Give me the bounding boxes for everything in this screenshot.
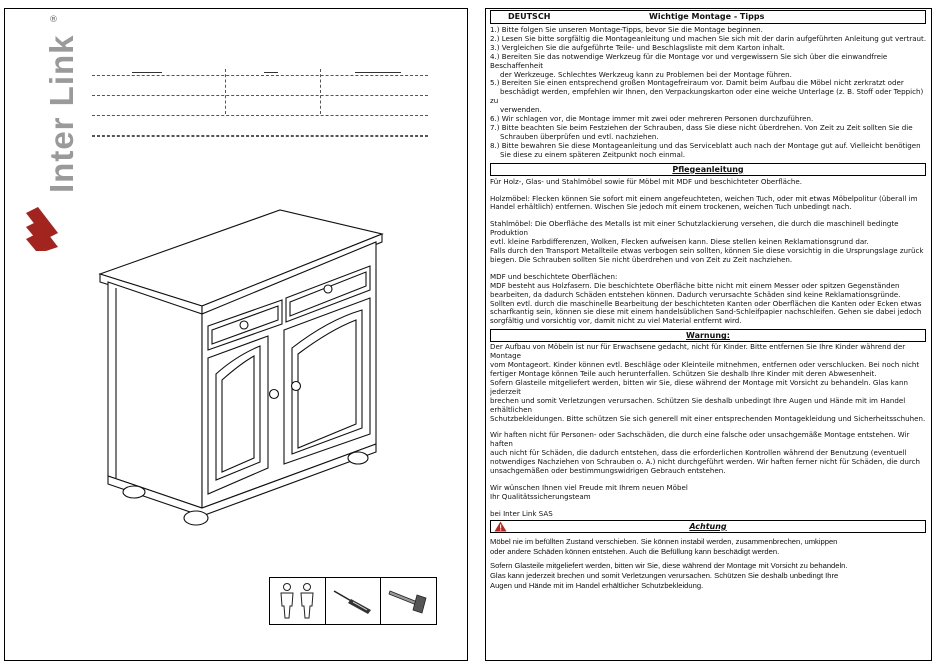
tips-list bbox=[490, 26, 926, 160]
liability-line: notwendiges Nachziehen von Schrauben o. Ä.) nicht durchgeführt werden. Wir haften ferner nicht für Schäden, die durch bbox=[490, 458, 921, 467]
tip-line: Sie diese zu einem späteren Zeitpunkt noch einmal. bbox=[500, 150, 686, 159]
warning-triangle-icon bbox=[494, 521, 507, 532]
form-row bbox=[92, 95, 428, 115]
warning-section-header bbox=[490, 329, 926, 342]
liability-line: haften bbox=[490, 440, 513, 449]
two-persons-icon bbox=[276, 582, 318, 620]
tip-line: der Werkzeuge. Schlechtes Werkzeug kann zu Problemen bei der Montage führen. bbox=[500, 70, 792, 79]
steel-care-line: biegen. Die Schrauben sollten Sie nicht überdrehen und von Zeit zu Zeit nachziehen. bbox=[490, 255, 793, 264]
warning-line: vom Montageort. Kinder können evtl. Beschläge oder Kleinteile mitnehmen, entfernen oder verschlucken. Bei noch nicht bbox=[490, 361, 920, 370]
caution-section-header bbox=[490, 520, 926, 533]
mdf-care-line: Sollten evtl. durch die maschinelle Bearbeitung der beschichteten Kanten oder Oberflächen die Kanten oder Ecken etwas bbox=[490, 299, 922, 308]
tips-title: Wichtige Montage - Tipps bbox=[649, 12, 765, 21]
tip-line: 8.) Bitte bewahren Sie diese Montageanleitung und das Serviceblatt auch nach der Montage gut auf. Vielleicht benötigen bbox=[490, 141, 921, 150]
tip-line: beschädigt werden, empfehlen wir Ihnen, den Verpackungskarton oder eine weiche Unterlage (z. B. Stoff oder Teppich) bbox=[500, 88, 924, 97]
caution-line: Sofern Glasteile mitgeliefert werden, bitten wir Sie, diese während der Montage mit Vorsicht zu behandeln. bbox=[490, 560, 848, 570]
tools-required bbox=[269, 577, 437, 625]
tip-line: 1.) Bitte folgen Sie unseren Montage-Tipps, bevor Sie die Montage beginnen. bbox=[490, 26, 763, 34]
care-intro: Für Holz-, Glas- und Stahlmöbel sowie für Möbel mit MDF und beschichteter Oberfläche. bbox=[490, 177, 803, 186]
tip-line: 4.) Bereiten Sie das notwendige Werkzeug für die Montage vor und vergewissern Sie sich über die einwandfreie bbox=[490, 52, 888, 61]
warning-line: erhältlichen bbox=[490, 405, 532, 414]
care-section-header bbox=[490, 163, 926, 176]
warning-line: Montage bbox=[490, 352, 521, 361]
liability-line: unsachgemäßen oder bestimmungswidrigen Gebrauch entstehen. bbox=[490, 467, 726, 476]
tool-cell bbox=[380, 578, 436, 624]
warning-line: Schutzbekleidungen. Bitte schützen Sie sich generell mit einer entsprechenden Montagekleidung und Sicherheitsschuhen. bbox=[490, 414, 926, 423]
tip-line: verwenden. bbox=[500, 106, 542, 115]
caution-line: Möbel nie im befüllten Zustand verschieben. Sie können instabil werden, zusammenbrechen, umkippen bbox=[490, 536, 838, 546]
caution-line: oder andere Schäden können entstehen. Auch die Befüllung kann beschädigt werden. bbox=[490, 546, 780, 556]
form-row bbox=[92, 135, 428, 137]
care-title: Pflegeanleitung bbox=[672, 164, 744, 174]
tip-line: Schrauben überprüfen und evtl. nachziehen. bbox=[500, 132, 659, 141]
tip-line: 5.) Bereiten Sie einen entsprechend großen Montagefreiraum vor. Damit beim Aufbau die Möbel nicht zerkratzt oder bbox=[490, 79, 904, 88]
tip-line: Beschaffenheit bbox=[490, 61, 544, 70]
liability-line: Wir haften nicht für Personen- oder Sachschäden, die durch eine falsche oder unsachgemäße Montage entstehen. Wir bbox=[490, 431, 910, 440]
tip-line: 2.) Lesen Sie bitte sorgfältig die Montageanleitung und machen Sie sich mit der darin aufgeführten Anleitung gut vertraut. bbox=[490, 34, 926, 43]
mdf-care-line: sorgfältig und vorsichtig vor, damit nicht zu viel Material entfernt wird. bbox=[490, 317, 742, 326]
tip-line: zu bbox=[490, 97, 499, 106]
hammer-icon bbox=[386, 585, 432, 617]
brand-name: Inter Link bbox=[43, 34, 80, 193]
brand-mark-icon bbox=[24, 205, 62, 251]
warning-line: Sofern Glasteile mitgeliefert werden, bitten wir Sie, diese während der Montage mit Vorsicht zu behandeln. Glas kann bbox=[490, 378, 908, 387]
brand-logo bbox=[24, 15, 80, 245]
closing-line: Ihr Qualitätssicherungsteam bbox=[490, 492, 591, 501]
registered-mark: ® bbox=[49, 15, 58, 25]
form-row bbox=[92, 75, 428, 95]
info-form bbox=[92, 75, 428, 137]
warning-line: jederzeit bbox=[490, 387, 521, 396]
warning-line: fertiger Montage können Teile auch herunterfallen. Schützen Sie deshalb Ihre Kinder mit deren Abwesenheit. bbox=[490, 370, 877, 378]
liability-line: auch nicht für Schäden, die dadurch entstehen, dass die erforderlichen Kontrollen während der Benutzung (eventuell bbox=[490, 449, 907, 458]
tool-cell bbox=[270, 578, 325, 624]
warning-line: Der Aufbau von Möbeln ist nur für Erwachsene gedacht, nicht für Kinder. Bitte entfernen Sie Ihre Kinder während der bbox=[490, 343, 906, 352]
steel-care-line: Falls durch den Transport Metallteile etwas verbogen sein sollten, können Sie diese vorsichtig in die Ursprungslage zurück bbox=[490, 247, 924, 256]
caution-line: Glas kann jederzeit brechen und somit Verletzungen verursachen. Schützen Sie deshalb unbedingt Ihre bbox=[490, 570, 839, 580]
wood-care-line: Holzmöbel: Flecken können Sie sofort mit einem angefeuchteten, weichen Tuch, oder mit etwas Möbelpolitur (überall im bbox=[490, 194, 918, 203]
screwdriver-icon bbox=[331, 586, 375, 616]
caution-line: Augen und Hände mit im Handel erhältlicher Schutzbekleidung. bbox=[490, 580, 704, 590]
mdf-care-line: scharfkantig sein, können sie diese mit einem handelsüblichen Sand-Schleifpapier nachschleifen. Gehen sie dabei jedoch bbox=[490, 308, 922, 317]
steel-care-line: Produktion bbox=[490, 229, 528, 238]
signature: bei Inter Link SAS bbox=[490, 509, 553, 518]
tip-line: 6.) Wir schlagen vor, die Montage immer mit zwei oder mehreren Personen durchzuführen. bbox=[490, 115, 814, 124]
tool-cell bbox=[325, 578, 381, 624]
mdf-care-line: MDF besteht aus Holzfasern. Die beschichtete Oberfläche bitte nicht mit einem Messer oder spitzen Gegenständen bbox=[490, 281, 900, 290]
caution-title: Achtung bbox=[689, 521, 727, 531]
mdf-care-line: MDF und beschichtete Oberflächen: bbox=[490, 272, 618, 281]
warning-line: brechen und somit Verletzungen verursachen. Schützen Sie deshalb unbedingt Ihre Augen und Hände mit im Handel bbox=[490, 396, 906, 405]
tip-line: 3.) Vergleichen Sie die aufgeführte Teile- und Beschlagsliste mit dem Karton inhalt. bbox=[490, 43, 785, 52]
language-label: DEUTSCH bbox=[508, 12, 551, 21]
warning-title: Warnung: bbox=[686, 331, 730, 341]
header-bar bbox=[490, 10, 926, 24]
steel-care-line: evtl. kleine Farbdifferenzen, Wolken, Flecken aufweisen kann. Diese stellen keinen Reklamationsgrund dar. bbox=[490, 238, 869, 247]
tip-line: 7.) Bitte beachten Sie beim Festziehen der Schrauben, dass Sie diese nicht überdrehen. Von Zeit zu Zeit sollten Sie die bbox=[490, 123, 913, 132]
form-row bbox=[92, 115, 428, 135]
instructions-content bbox=[490, 10, 926, 591]
wood-care-line: Handel erhältlich) entfernen. Wischen Sie jedoch mit einem trockenen, weichen Tuch unbedingt nach. bbox=[490, 203, 852, 212]
steel-care-line: Stahlmöbel: Die Oberfläche des Metalls ist mit einer Schutzlackierung versehen, die durch die maschinell bedingte bbox=[490, 220, 899, 229]
closing-line: Wir wünschen Ihnen viel Freude mit Ihrem neuen Möbel bbox=[490, 483, 688, 492]
sideboard-illustration bbox=[96, 208, 386, 528]
mdf-care-line: bearbeiten, da dadurch Schäden entstehen können. Dadurch verursachte Schäden sind keine Reklamationsgründe. bbox=[490, 290, 901, 299]
